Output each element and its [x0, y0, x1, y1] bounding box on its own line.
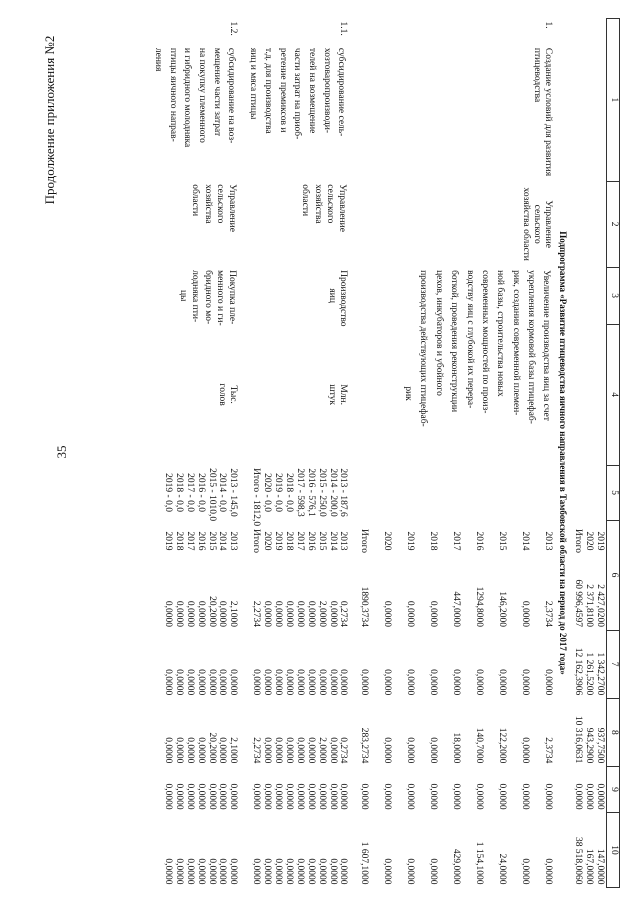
- table-cell: 0,0000: [520, 669, 531, 696]
- year: 2016: [474, 531, 485, 551]
- plan-line: 2019 - 0,0: [162, 473, 173, 512]
- table-cell: 0,0000: [316, 783, 327, 810]
- table-cell: 167,0000: [584, 848, 595, 885]
- table-cell: 0,0000: [294, 858, 305, 885]
- table-cell: 0,0000: [217, 669, 228, 696]
- table-cell: 0,2734: [338, 600, 349, 628]
- table-cell: 0,0000: [228, 783, 239, 810]
- col-num-5: 5: [607, 465, 620, 520]
- table-cell: 0,0000: [305, 858, 316, 885]
- table-cell: 2 371,8100: [584, 584, 595, 628]
- item11-years: [244, 520, 354, 562]
- table-cell: 0,0000: [327, 783, 338, 810]
- carryover-year: 2020: [584, 531, 595, 551]
- table-cell: 0,0000: [272, 669, 283, 696]
- plan-line: 2015 - 1010,0: [206, 468, 217, 522]
- year: 2015: [316, 531, 327, 551]
- table-cell: 2,2734: [251, 737, 262, 764]
- item-number: 1.2.: [228, 21, 239, 36]
- item-indicator: [354, 267, 554, 520]
- item-name: [244, 45, 354, 181]
- table-cell: 0,0000: [305, 737, 316, 764]
- text-line: субсидирование на воз-: [226, 47, 237, 144]
- table-cell: 0,0000: [405, 737, 416, 764]
- text-line: современных мощностей по произ-: [479, 270, 490, 414]
- table-cell: 0,0000: [184, 669, 195, 696]
- table-cell: 0,0000: [272, 737, 283, 764]
- table-cell: 2,1000: [228, 600, 239, 628]
- text-line: телей на возмещение: [307, 47, 317, 134]
- col-num-8: 8: [607, 698, 620, 766]
- text-line: производства действующих птицефаб-: [418, 270, 429, 427]
- text-line: укрепления кормовой базы птицефаб-: [526, 270, 537, 424]
- text-line: Управление: [337, 184, 348, 232]
- item-1-row: [354, 19, 554, 888]
- text-line: ления: [152, 47, 163, 72]
- table-cell: 0,0000: [217, 737, 228, 764]
- table-cell: 0,0000: [294, 600, 305, 628]
- text-line: бридного мо-: [202, 270, 213, 325]
- item-name: [149, 45, 244, 181]
- table-cell: 0,0000: [428, 737, 439, 764]
- item-executor: [149, 181, 244, 267]
- item-unit: [244, 324, 354, 465]
- table-cell: 1 607,1000: [359, 841, 370, 885]
- table-cell: 20,2000: [206, 596, 217, 628]
- table-cell: 2,0000: [316, 737, 327, 764]
- table-cell: 0,0000: [195, 737, 206, 764]
- table-cell: 0,0000: [451, 669, 462, 696]
- table-cell: 24,0000: [497, 853, 508, 885]
- table-cell: 0,0000: [162, 600, 173, 628]
- table-cell: 0,0000: [338, 858, 349, 885]
- table-cell: 0,0000: [162, 783, 173, 810]
- text-line: Тыс.: [228, 385, 239, 404]
- table-cell: 0,0000: [283, 600, 294, 628]
- col-num-9: 9: [607, 766, 620, 812]
- col-num-2: 2: [607, 181, 620, 267]
- item11-col10: [244, 813, 354, 888]
- year: 2014: [217, 531, 228, 551]
- year: 2013: [543, 531, 554, 551]
- text-line: лодняка пти-: [190, 270, 201, 323]
- table-cell: 0,0000: [217, 600, 228, 628]
- table-cell: 0,0000: [184, 600, 195, 628]
- table-cell: 0,0000: [573, 783, 584, 810]
- table-cell: 0,0000: [272, 858, 283, 885]
- table-cell: 0,0000: [283, 858, 294, 885]
- table-cell: 0,0000: [272, 600, 283, 628]
- text-line: яиц: [327, 288, 338, 303]
- table-cell: 0,0000: [261, 737, 272, 764]
- text-line: хозяйства: [202, 184, 213, 224]
- table-cell: 0,0000: [382, 783, 393, 810]
- table-cell: 0,0000: [327, 600, 338, 628]
- table-cell: 0,0000: [327, 669, 338, 696]
- table-cell: 0,0000: [428, 669, 439, 696]
- page-number: 35: [54, 445, 69, 459]
- table-cell: 0,0000: [283, 737, 294, 764]
- table-cell: 0,0000: [206, 858, 217, 885]
- table-cell: 0,0000: [543, 783, 554, 810]
- table-cell: 0,0000: [294, 783, 305, 810]
- year: 2016: [305, 531, 316, 551]
- table-cell: 0,0000: [162, 737, 173, 764]
- table-cell: 0,0000: [195, 669, 206, 696]
- text-line: хозтоваропроизводи-: [321, 47, 332, 134]
- table-cell: 0,0000: [474, 783, 485, 810]
- table-cell: 0,0000: [428, 783, 439, 810]
- carryover-rows: [571, 19, 606, 888]
- plan-line: 2016 - 0,0: [195, 473, 206, 512]
- table-cell: 10 316,0631: [573, 715, 584, 764]
- table-cell: 0,0000: [327, 858, 338, 885]
- table-cell: 937,7500: [595, 727, 605, 764]
- table-cell: 0,0000: [283, 783, 294, 810]
- item-1-2-row: [149, 19, 244, 888]
- year: Итого: [251, 528, 262, 553]
- year: 2015: [206, 531, 217, 551]
- text-line: Увеличение производства яиц за счет: [541, 270, 552, 421]
- table-cell: 0,0000: [451, 783, 462, 810]
- plan-line: 2017 - 598,3: [294, 468, 305, 517]
- item-indicator: [149, 267, 244, 324]
- table-cell: 18,0000: [451, 732, 462, 764]
- column-number-row: [607, 19, 620, 888]
- item-number: 1.1.: [338, 21, 349, 36]
- carryover-col9: [571, 766, 606, 812]
- col-num-4: 4: [607, 324, 620, 465]
- table-cell: 140,7000: [474, 727, 485, 764]
- table-cell: 122,2000: [497, 727, 508, 764]
- table-cell: 0,0000: [405, 669, 416, 696]
- table-cell: 429,0000: [451, 848, 462, 885]
- table-cell: 0,0000: [173, 858, 184, 885]
- item-executor: [244, 181, 354, 267]
- table-cell: 283,2734: [359, 727, 370, 764]
- year: 2020: [261, 531, 272, 551]
- table-cell: 1 154,1000: [474, 841, 485, 885]
- text-line: Покупка пле-: [227, 270, 238, 325]
- year: 2018: [173, 531, 184, 551]
- table-cell: 0,0000: [520, 600, 531, 628]
- item12-col8: [149, 698, 244, 766]
- carryover-years: [571, 520, 606, 562]
- year: 2018: [428, 531, 439, 551]
- carryover-year: Итого: [573, 528, 584, 553]
- text-line: менного и ги-: [215, 270, 226, 326]
- table-cell: 0,0000: [520, 858, 531, 885]
- plan-line: 2013 - 187,6: [338, 468, 349, 517]
- table-cell: 0,0000: [382, 600, 393, 628]
- plan-line: 2018 - 0,0: [283, 473, 294, 512]
- table-cell: 2,2734: [251, 600, 262, 628]
- table-cell: 0,0000: [497, 783, 508, 810]
- table-cell: 0,0000: [228, 858, 239, 885]
- text-line: мещение части затрат: [211, 47, 222, 137]
- table-cell: 0,0000: [520, 737, 531, 764]
- text-line: области: [300, 184, 311, 217]
- table-cell: 1890,3734: [359, 586, 370, 628]
- text-line: голов: [217, 383, 228, 406]
- table-cell: 2,3734: [543, 600, 554, 628]
- text-line: на покупку племенного: [196, 47, 207, 143]
- table-cell: 0,0000: [195, 858, 206, 885]
- item-indicator: [244, 267, 354, 327]
- table-cell: 0,0000: [405, 858, 416, 885]
- item-plan: [244, 465, 354, 527]
- table-cell: 0,0000: [359, 669, 370, 696]
- year: 2019: [162, 531, 173, 551]
- table-cell: 0,0000: [261, 669, 272, 696]
- table-cell: 2,3734: [543, 737, 554, 764]
- item1-col8: [354, 698, 554, 766]
- table-cell: 2,0000: [316, 600, 327, 628]
- table-cell: 0,2734: [338, 737, 349, 764]
- carryover-year: 2019: [595, 531, 605, 551]
- table-cell: 0,0000: [251, 783, 262, 810]
- table-cell: 0,0000: [162, 669, 173, 696]
- table-cell: 0,0000: [251, 858, 262, 885]
- table-cell: 0,0000: [217, 858, 228, 885]
- table-cell: 0,0000: [338, 669, 349, 696]
- table-cell: 20,2000: [206, 732, 217, 764]
- item1-col6: [354, 562, 554, 630]
- text-line: боткой, проведения реконструкции: [449, 270, 460, 413]
- text-line: водству яиц с глубокой их перера-: [464, 270, 475, 409]
- table-cell: 0,0000: [261, 858, 272, 885]
- table-cell: 0,0000: [305, 783, 316, 810]
- text-line: субсидирование сель-: [336, 47, 347, 137]
- year: 2013: [228, 531, 239, 551]
- col-num-3: 3: [607, 267, 620, 324]
- year: Итого: [359, 528, 370, 553]
- text-line: сельского: [215, 184, 226, 224]
- item-1-1-row: [244, 19, 354, 888]
- appendix-note: Продолжение приложения №2: [42, 35, 57, 205]
- item11-col7: [244, 630, 354, 698]
- table-cell: 0,0000: [338, 783, 349, 810]
- table-cell: 0,0000: [173, 600, 184, 628]
- item11-col6: [244, 562, 354, 630]
- col-num-6: 6: [607, 520, 620, 630]
- table-cell: 0,0000: [382, 737, 393, 764]
- carryover-col7: [571, 630, 606, 698]
- table-cell: 0,0000: [474, 669, 485, 696]
- table-cell: 0,0000: [405, 600, 416, 628]
- text-line: и гибридного молодняка: [182, 47, 193, 148]
- table-cell: 0,0000: [184, 783, 195, 810]
- table-cell: 0,0000: [428, 858, 439, 885]
- table-cell: 0,0000: [206, 783, 217, 810]
- plan-line: 2015 - 250,0: [316, 468, 327, 517]
- table-cell: 2 427,0200: [595, 584, 605, 628]
- year: 2014: [520, 531, 531, 551]
- carryover-col8: [571, 698, 606, 766]
- text-line: области: [190, 184, 201, 217]
- table-cell: 0,0000: [162, 858, 173, 885]
- text-line: Управление: [227, 184, 238, 232]
- table-cell: 0,0000: [497, 669, 508, 696]
- text-line: рик: [403, 386, 414, 401]
- text-line: штук: [327, 384, 338, 406]
- plan-line: 2014 - 0,0: [217, 473, 228, 512]
- table-cell: 0,0000: [316, 858, 327, 885]
- item11-col8: [244, 698, 354, 766]
- table-cell: 0,0000: [195, 783, 206, 810]
- subprogram-heading-row: [554, 19, 571, 888]
- table-cell: 0,0000: [184, 737, 195, 764]
- year: 2013: [338, 531, 349, 551]
- year: 2017: [184, 531, 195, 551]
- year: 2020: [382, 531, 393, 551]
- table-cell: 943,2900: [584, 727, 595, 764]
- text-line: Производство: [338, 270, 349, 327]
- item11-col9: [244, 766, 354, 812]
- table-cell: 38 518,0060: [573, 837, 584, 885]
- text-line: Млн.: [338, 384, 349, 405]
- item12-col6: [149, 562, 244, 630]
- text-line: яиц и мяса птицы: [248, 47, 259, 120]
- table-cell: 1294,8000: [474, 586, 485, 628]
- plan-line: 2020 - 0,0: [261, 473, 272, 512]
- table-cell: 146,2000: [497, 591, 508, 628]
- item12-col9: [149, 766, 244, 812]
- table-cell: 12 162,3906: [573, 647, 584, 696]
- table-cell: 0,0000: [382, 669, 393, 696]
- table-cell: 147,0000: [595, 848, 605, 885]
- item-number: 1.: [543, 21, 554, 29]
- plan-line: 2014 - 200,0: [327, 468, 338, 517]
- table-cell: 0,0000: [217, 783, 228, 810]
- budget-table: [149, 18, 620, 888]
- table-cell: 0,0000: [173, 783, 184, 810]
- table-cell: 0,0000: [294, 669, 305, 696]
- table-cell: 0,0000: [184, 858, 195, 885]
- text-line: сельского: [325, 184, 336, 224]
- rotated-table-area: [100, 18, 620, 888]
- table-cell: 0,0000: [305, 669, 316, 696]
- year: 2019: [272, 531, 283, 551]
- col-num-7: 7: [607, 630, 620, 698]
- table-cell: 0,0000: [543, 669, 554, 696]
- table-cell: 0,0000: [294, 737, 305, 764]
- item1-col7: [354, 630, 554, 698]
- carryover-col10: [571, 813, 606, 888]
- table-cell: 0,0000: [251, 669, 262, 696]
- table-cell: 0,0000: [228, 669, 239, 696]
- text-line: т.д. для производства: [262, 47, 273, 134]
- table-cell: 0,0000: [543, 858, 554, 885]
- plan-line: 2018 - 0,0: [173, 473, 184, 512]
- year: 2014: [327, 531, 338, 551]
- item1-col9: [354, 766, 554, 812]
- text-line: цехов, инкубаторов и убойного: [433, 270, 444, 396]
- text-line: рик, создания современной племен-: [510, 270, 521, 416]
- table-cell: 1 261,5200: [584, 652, 595, 696]
- item1-years: [354, 520, 554, 562]
- item-executor: Управление сельского хозяйства области: [520, 187, 554, 261]
- table-cell: 0,0000: [173, 737, 184, 764]
- plan-line: Итого - 1812,0: [251, 468, 262, 527]
- table-cell: 0,0000: [316, 669, 327, 696]
- year: 2015: [497, 531, 508, 551]
- table-cell: 0,0000: [327, 737, 338, 764]
- table-cell: 0,0000: [305, 600, 316, 628]
- table-cell: 0,0000: [206, 669, 217, 696]
- item12-col10: [149, 813, 244, 888]
- item12-years: [149, 520, 244, 562]
- table-cell: 0,0000: [261, 783, 272, 810]
- text-line: ретение премиксов и: [277, 47, 288, 133]
- item1-col10: [354, 813, 554, 888]
- text-line: хозяйства: [312, 184, 323, 224]
- table-cell: 0,0000: [272, 783, 283, 810]
- text-line: ной базы, строительства новых: [495, 270, 506, 397]
- text-line: части затрат на приоб-: [292, 47, 303, 140]
- col-num-10: 10: [607, 813, 620, 888]
- year: 2017: [294, 531, 305, 551]
- table-cell: 0,0000: [584, 783, 595, 810]
- plan-line: 2016 - 576,1: [305, 468, 316, 517]
- item-unit: [149, 324, 244, 465]
- year: 2019: [405, 531, 416, 551]
- col-num-1: 1: [607, 19, 620, 182]
- item-plan: [149, 465, 244, 520]
- item12-col7: [149, 630, 244, 698]
- table-cell: 0,0000: [261, 600, 272, 628]
- table-cell: 2,1000: [228, 737, 239, 764]
- plan-line: 2019 - 0,0: [272, 473, 283, 512]
- carryover-col6: [571, 562, 606, 630]
- plan-line: 2017 - 0,0: [184, 473, 195, 512]
- table-cell: 60 996,4597: [573, 579, 584, 628]
- table-cell: 0,0000: [359, 783, 370, 810]
- table-cell: 0,0000: [428, 600, 439, 628]
- table-cell: 0,0000: [195, 600, 206, 628]
- year: 2016: [195, 531, 206, 551]
- table-cell: 447,0000: [451, 591, 462, 628]
- table-cell: 0,0000: [173, 669, 184, 696]
- item-name: Создание условий для развития птицеводства: [532, 47, 554, 177]
- text-line: птицы яичного направ-: [167, 47, 178, 142]
- subprogram-heading: Подпрограмма «Развитие птицеводства яичного направления в Тамбовской области на период до 2017 года»: [558, 231, 569, 675]
- table-cell: 0,0000: [520, 783, 531, 810]
- table-cell: 1 342,2700: [595, 652, 605, 696]
- year: 2017: [451, 531, 462, 551]
- plan-line: 2013 - 145,0: [228, 468, 239, 517]
- table-cell: 0,0000: [405, 783, 416, 810]
- table-cell: 0,0000: [283, 669, 294, 696]
- table-cell: 0,0000: [382, 858, 393, 885]
- table-cell: 0,0000: [595, 783, 605, 810]
- text-line: цы: [178, 289, 189, 302]
- year: 2018: [283, 531, 294, 551]
